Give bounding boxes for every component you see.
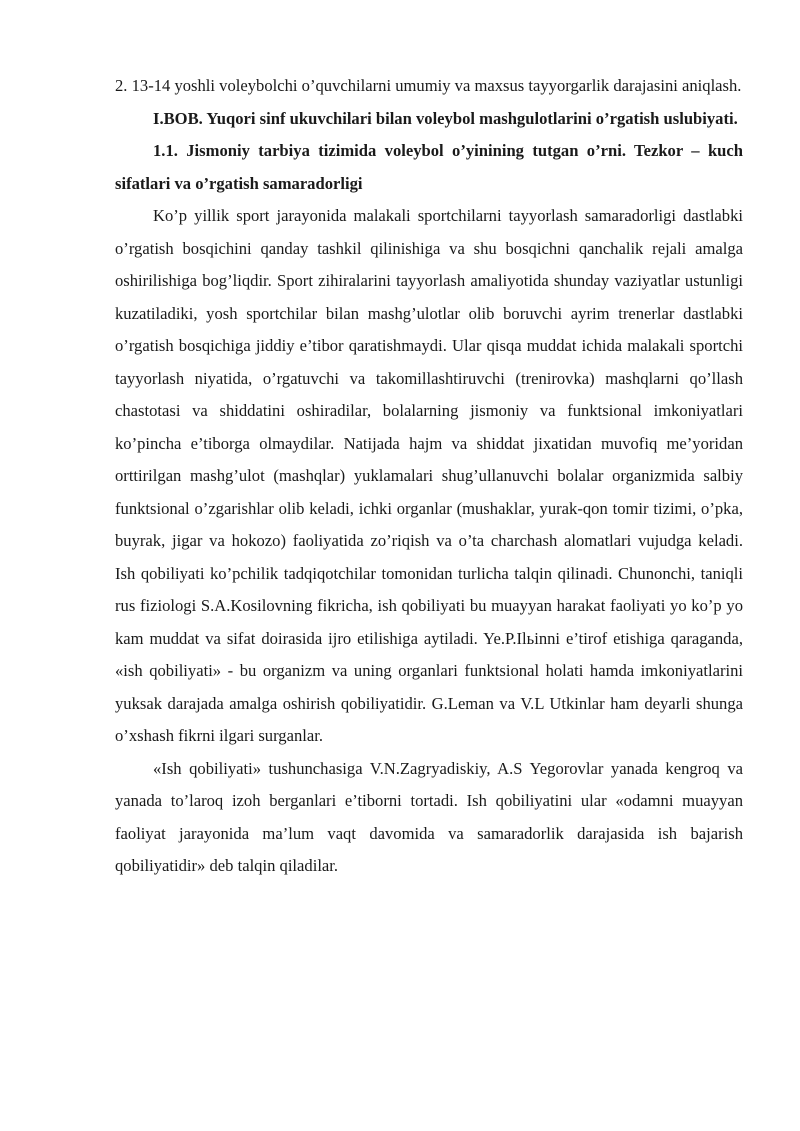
document-page (115, 70, 743, 883)
body-paragraph-1: Ko’p yillik sport jarayonida malakali sportchilarni tayyorlash samaradorligi dastlabki o’rgatish bosqichini qanday tashkil qilinishiga va shu bosqichni qanchalik rejali amalga oshirilishiga bog’liqdir. Sport zihiralarini tayyorlash amaliyotida shunday vaziyatlar ustunligi kuzatiladiki, yosh sportchilar bilan mashg’ulotlar olib boruvchi ayrim trenerlar dastlabki o’rgatish bosqichiga jiddiy e’tibor qaratishmaydi. Ular qisqa muddat ichida malakali sportchi tayyorlash niyatida, o’rgatuvchi va takomillashtiruvchi (trenirovka) mashqlarni qo’llash chastotasi va shiddatini oshiradilar, bolalarning jismoniy va funktsional imkoniyatlari ko’pincha e’tiborga olmaydilar. Natijada hajm va shiddat jixatidan muvofiq me’yoridan orttirilgan mashg’ulot (mashqlar) yuklamalari shug’ullanuvchi bolalar organizmida salbiy funktsional o’zgarishlar olib keladi, ichki organlar (mushaklar, yurak-qon tomir tizimi, o’pka, buyrak, jigar va hokozo) faoliyatida zo’riqish va o’ta charchash alomatlari vujudga keladi. (115, 206, 743, 550)
intro-item: 2. 13-14 yoshli voleybolchi o’quvchilarni umumiy va maxsus tayyorgarlik darajasini aniqlash. (115, 76, 742, 95)
body-paragraph-3: «Ish qobiliyati» tushunchasiga V.N.Zagryadiskiy, A.S Yegorovlar yanada kengroq va yanada to’laroq izoh berganlari e’tiborni tortadi. Ish qobiliyatini ular «odamni muayyan faoliyat jarayonida ma’lum vaqt davomida va samaradorlik darajasida ish bajarish qobiliyatidir» deb talqin qiladilar. (115, 758, 743, 875)
body-paragraph-2: Ish qobiliyati ko’pchilik tadqiqotchilar tomonidan turlicha talqin qilinadi. Chunonchi, taniqli rus fiziologi S.A.Kosilovning fikricha, ish qobiliyati bu muayyan harakat faoliyati yo ko’p yo kam muddat va sifat doirasida ijro etilishiga aytiladi. Ye.P.Ilьinni e’tirof etishiga qaraganda, «ish qobiliyati» - bu organizm va uning organlari funktsional holati hamda imkoniyatlarini yuksak darajada amalga oshirish qobiliyatidir. G.Leman va V.L Utkinlar ham deyarli shunga o’xshash fikrni ilgari surganlar. (115, 563, 743, 745)
section-title: 1.1. Jismoniy tarbiya tizimida voleybol o’yinining tutgan o’rni. Tezkor – kuch sifatlari va o’rgatish samaradorligi (115, 141, 743, 193)
chapter-title: I.BOB. Yuqori sinf ukuvchilari bilan voleybol mashgulotlarini o’rgatish uslubiyati. (153, 108, 738, 128)
